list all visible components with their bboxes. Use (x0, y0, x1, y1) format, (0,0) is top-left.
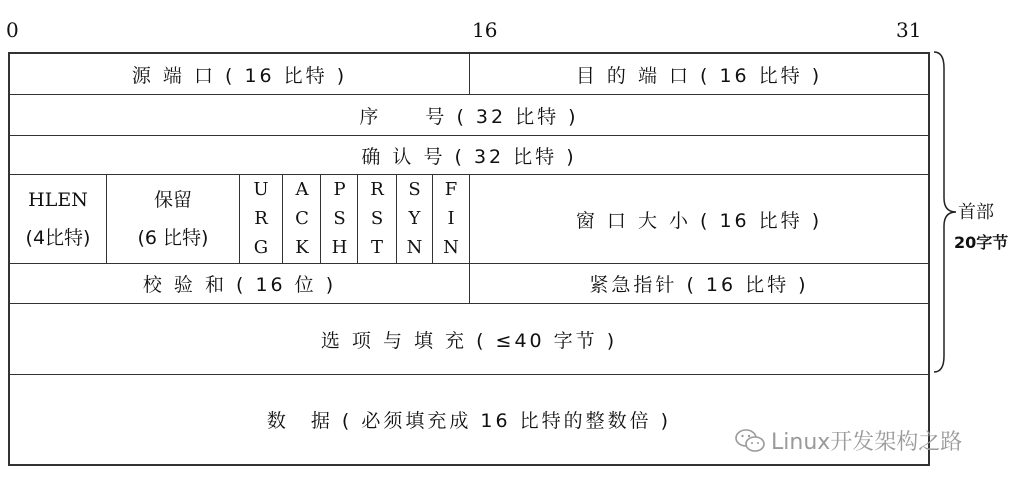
header-label: 首部 (958, 202, 994, 223)
destination-port-field: 目 的 端 口 ( 16 比特 ) (575, 64, 823, 87)
flag-letter: Y (408, 207, 421, 229)
window-size-field: 窗 口 大 小 ( 16 比特 ) (575, 209, 823, 232)
hlen-label: HLEN (28, 189, 88, 211)
bit-label-start: 0 (6, 18, 19, 42)
watermark (735, 425, 962, 456)
bit-label-mid: 16 (472, 18, 498, 42)
ack-number-field: 确 认 号 ( 32 比特 ) (361, 145, 577, 168)
options-padding-field: 选 项 与 填 充 ( ≤40 字节 ) (320, 329, 618, 352)
flag-letter: K (295, 237, 309, 259)
flag-rst (359, 175, 395, 263)
flag-letter: T (370, 237, 383, 259)
urgent-pointer-field: 紧急指针 ( 16 比特 ) (589, 274, 809, 296)
flag-psh (322, 175, 357, 263)
flag-letter: G (253, 237, 269, 259)
flag-letter: R (370, 178, 384, 200)
hlen-size: (4比特) (25, 227, 91, 249)
reserved-label: 保留 (153, 189, 192, 211)
flag-urg (243, 175, 279, 263)
sequence-number-field: 序 号 ( 32 比特 ) (359, 105, 579, 128)
flag-letter: N (443, 237, 459, 259)
flag-letter: P (333, 178, 346, 200)
flag-letter: A (295, 178, 309, 200)
flag-letter: S (370, 207, 384, 229)
flag-letter: I (447, 207, 455, 229)
header-size-label: 20字节 (954, 233, 1009, 252)
flag-letter: S (408, 178, 421, 200)
flag-fin (434, 175, 468, 263)
watermark-text: Linux开发架构之路 (771, 430, 963, 455)
flag-letter: C (295, 207, 309, 229)
wechat-icon (735, 428, 765, 454)
hlen-field (10, 175, 106, 263)
flag-letter: N (406, 237, 423, 259)
reserved-field (107, 175, 239, 263)
flag-letter: F (444, 178, 458, 200)
reserved-size: (6 比特) (137, 227, 209, 249)
flag-letter: U (253, 178, 269, 200)
flag-letter: S (333, 207, 346, 229)
data-field: 数 据 ( 必须填充成 16 比特的整数倍 ) (266, 410, 672, 432)
checksum-field: 校 验 和 ( 16 位 ) (142, 274, 337, 296)
flag-syn (397, 175, 432, 263)
bit-label-end: 31 (896, 18, 922, 42)
flag-letter: H (331, 237, 348, 259)
flag-letter: R (254, 207, 268, 229)
flag-ack (284, 175, 320, 263)
source-port-field: 源 端 口 ( 16 比特 ) (131, 64, 348, 87)
